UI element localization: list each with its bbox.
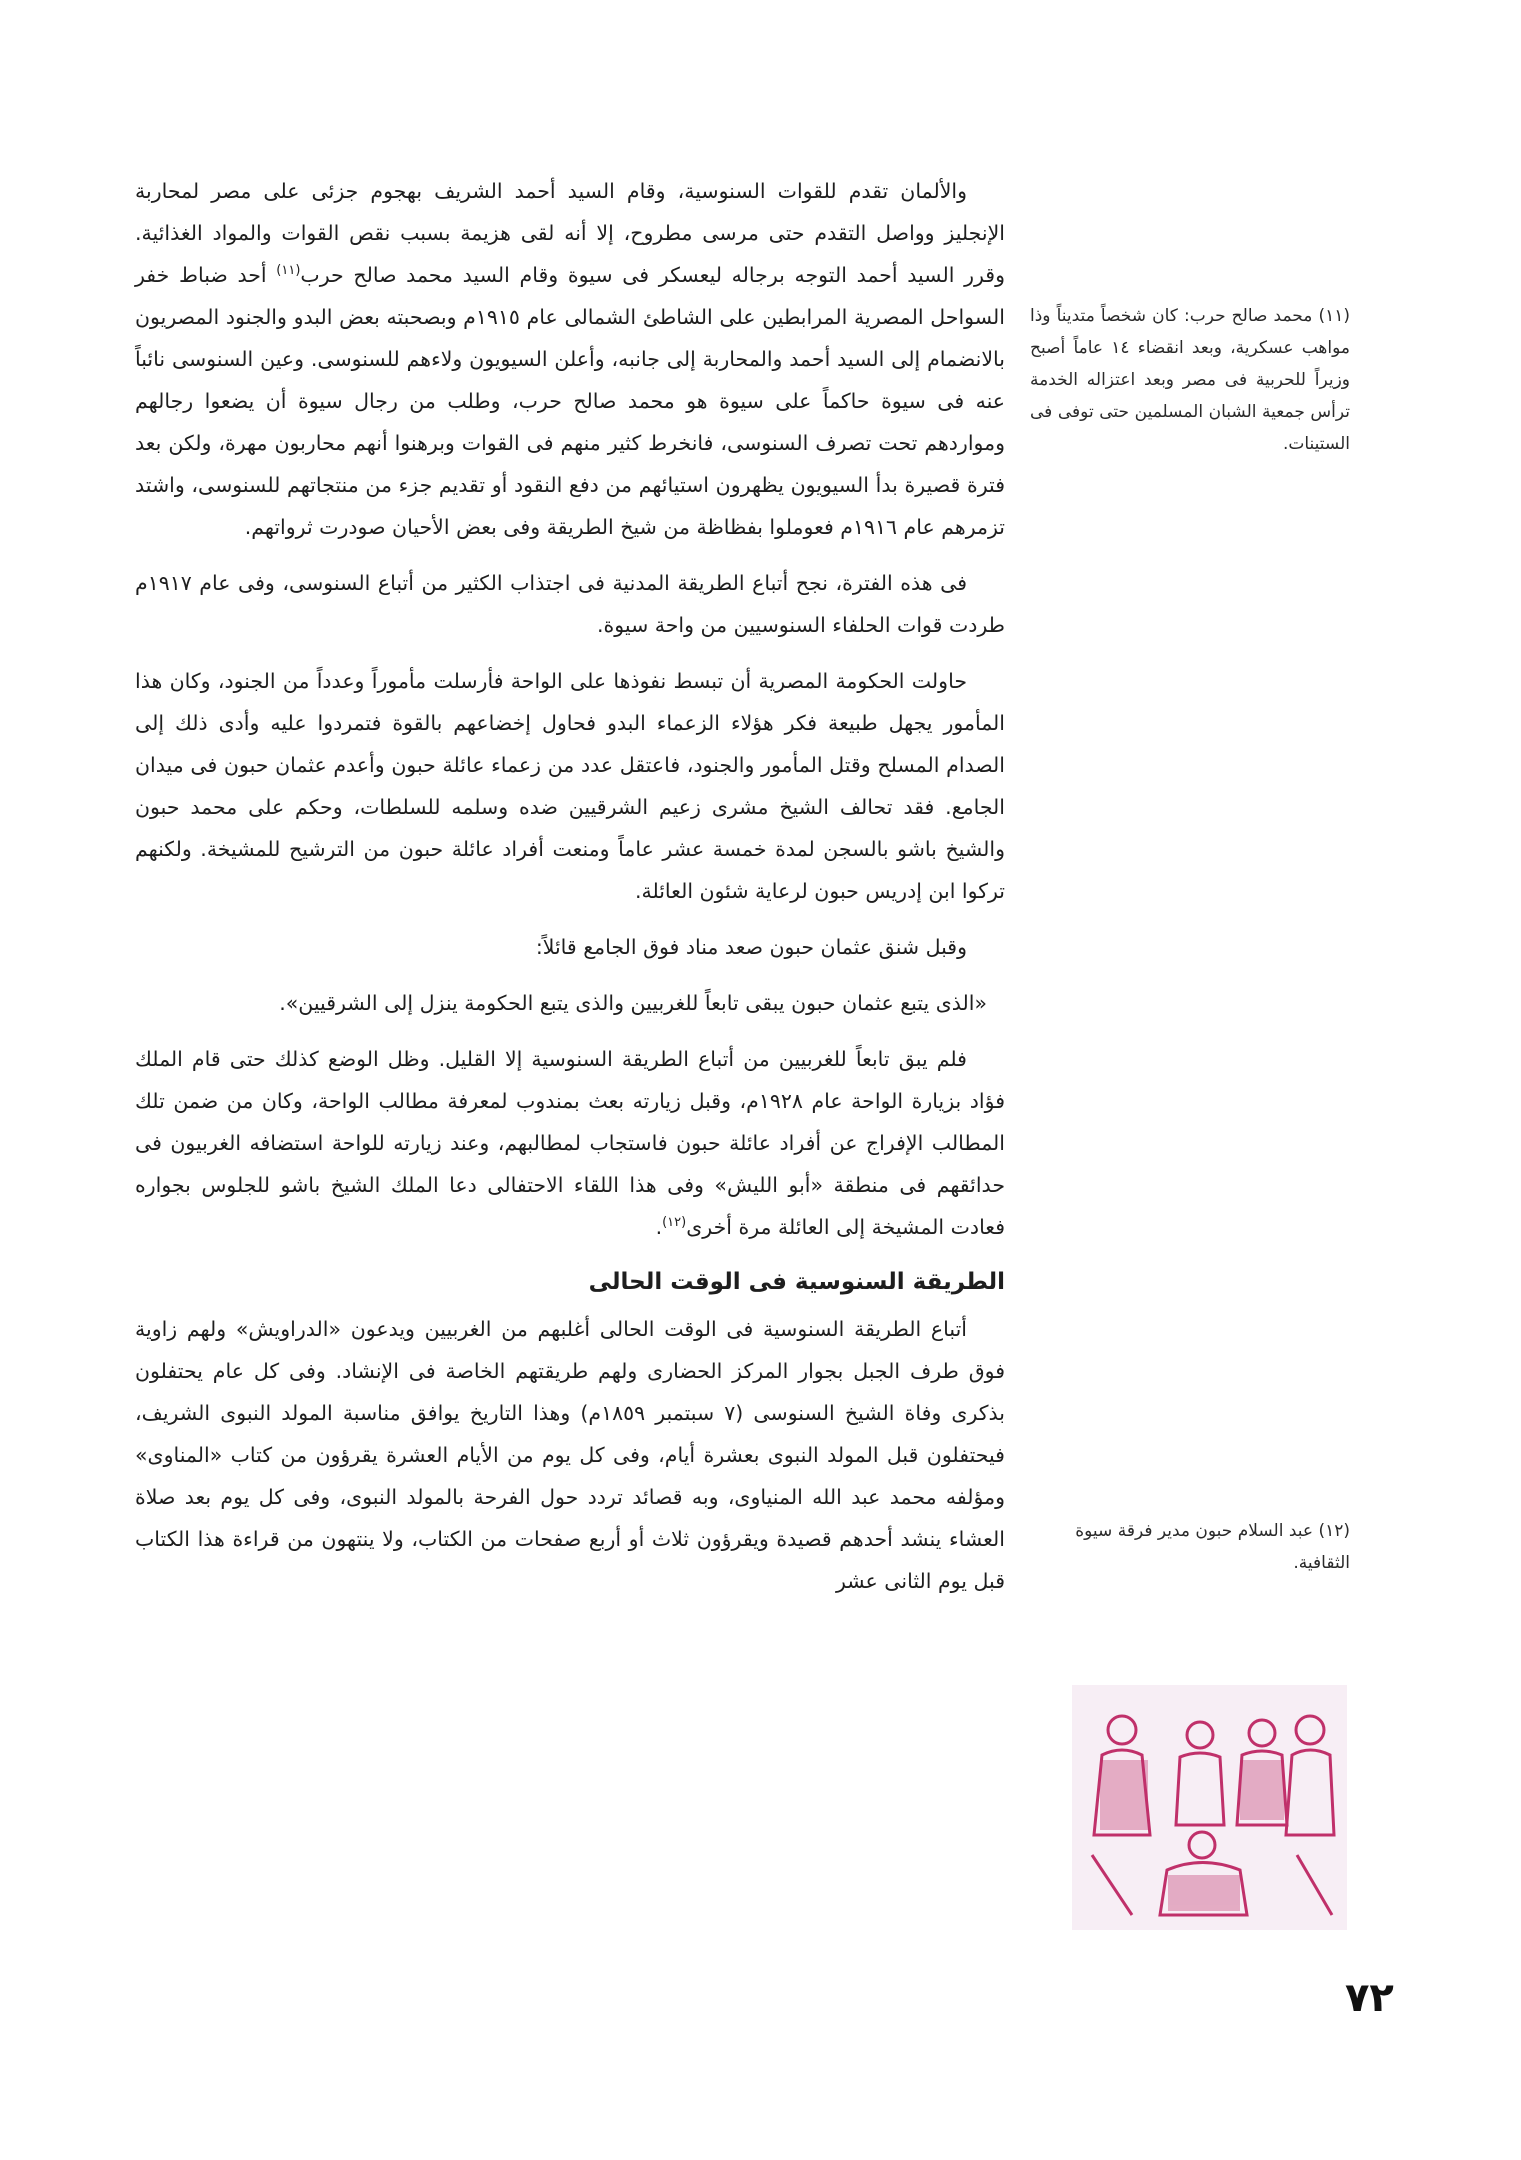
paragraph-6-end: . — [655, 1215, 663, 1239]
page-number: ٧٢ — [1345, 1975, 1394, 2021]
footnote-12: (١٢) عبد السلام حبون مدير فرقة سيوة الثقافية. — [1075, 1521, 1350, 1573]
paragraph-1 — [135, 170, 1005, 548]
main-text-column — [135, 170, 1005, 1616]
paragraph-1-rest: أحد ضباط خفر السواحل المصرية المرابطين على الشاطئ الشمالى عام ١٩١٥م وبصحبته بعض البدو والجنود المصريون بالانضمام إلى السيد أحمد والمحاربة إلى جانبه، وأعلن السيويون ولاءهم للسنوسى. وعين السنوسى نائباً عنه فى سيوة حاكماً على سيوة هو محمد صالح حرب، وطلب من رجال سيوة أن يضعوا رجالهم ومواردهم تحت تصرف السنوسى، فانخرط كثير منهم فى القوات وبرهنوا أنهم محاربون مهرة، ولكن بعد فترة قصيرة بدأ السيويون يظهرون استيائهم من دفع النقود أو تقديم جزء من منتجاتهم للسنوسى، واشتد تزمرهم عام ١٩١٦م فعوملوا بفظاظة من شيخ الطريقة وفى بعض الأحيان صودرت ثرواتهم. — [135, 263, 1005, 539]
section-heading: الطريقة السنوسية فى الوقت الحالى — [588, 1269, 1005, 1295]
paragraph-6-text: فلم يبق تابعاً للغربيين من أتباع الطريقة السنوسية إلا القليل. وظل الوضع كذلك حتى قام الملك فؤاد بزيارة الواحة عام ١٩٢٨م، وقبل زيارته بعث بمندوب لمعرفة مطالب الواحة، وكان من ضمن تلك المطالب الإفراج عن أفراد عائلة حبون فاستجاب لمطالبهم، وعند زيارته للواحة استضافه الغربيون فى حدائقهم فى منطقة «أبو الليش» وفى هذا اللقاء الاحتفالى دعا الملك الشيخ باشو للجلوس بجواره فعادت المشيخة إلى العائلة مرة أخرى — [135, 1047, 1005, 1239]
photo-illustration — [1072, 1685, 1347, 1930]
paragraph-2: فى هذه الفترة، نجح أتباع الطريقة المدنية فى اجتذاب الكثير من أتباع السنوسى، وفى عام ١٩١٧م طردت قوات الحلفاء السنوسيين من واحة سيوة. — [135, 571, 1005, 637]
paragraph-6 — [135, 1038, 1005, 1248]
footnote-ref-11[interactable]: (١١) — [276, 263, 301, 279]
paragraph-3: حاولت الحكومة المصرية أن تبسط نفوذها على الواحة فأرسلت مأموراً وعدداً من الجنود، وكان هذا المأمور يجهل طبيعة فكر هؤلاء الزعماء البدو فحاول إخضاعهم بالقوة فتمردوا عليه وأدى ذلك إلى الصدام المسلح وقتل المأمور والجنود، فاعتقل عدد من زعماء عائلة حبون وأعدم عثمان حبون فى ميدان الجامع. فقد تحالف الشيخ مشرى زعيم الشرقيين ضده وسلمه للسلطات، وحكم على محمد حبون والشيخ باشو بالسجن لمدة خمسة عشر عاماً ومنعت أفراد عائلة حبون من الترشيح للمشيخة. ولكنهم تركوا ابن إدريس حبون لرعاية شئون العائلة. — [135, 669, 1005, 903]
paragraph-1-text: والألمان تقدم للقوات السنوسية، وقام السيد أحمد الشريف بهجوم جزئى على مصر لمحاربة الإنجليز وواصل التقدم حتى مرسى مطروح، إلا أنه لقى هزيمة بسبب نقص القوات والمواد الغذائية. وقرر السيد أحمد التوجه برجاله ليعسكر فى سيوة وقام السيد محمد صالح حرب — [135, 179, 1005, 287]
footnote-11: (١١) محمد صالح حرب: كان شخصاً متديناً وذا مواهب عسكرية، وبعد انقضاء ١٤ عاماً أصبح وزيراً للحربية فى مصر وبعد اعتزاله الخدمة ترأس جمعية الشبان المسلمين حتى توفى فى الستينات. — [1030, 306, 1350, 454]
footnote-ref-12[interactable]: (١٢) — [662, 1215, 687, 1231]
quote: «الذى يتبع عثمان حبون يبقى تابعاً للغربيين والذى يتبع الحكومة ينزل إلى الشرقيين». — [279, 991, 987, 1015]
group-photo — [1072, 1685, 1347, 1930]
paragraph-4: وقبل شنق عثمان حبون صعد مناد فوق الجامع قائلاً: — [535, 935, 967, 959]
paragraph-7: أتباع الطريقة السنوسية فى الوقت الحالى أغلبهم من الغربيين ويدعون «الدراويش» ولهم زاوية فوق طرف الجبل بجوار المركز الحضارى ولهم طريقتهم الخاصة فى الإنشاد. وفى كل عام يحتفلون بذكرى وفاة الشيخ السنوسى (٧ سبتمبر ١٨٥٩م) وهذا التاريخ يوافق مناسبة المولد النبوى الشريف، فيحتفلون قبل المولد النبوى بعشرة أيام، وفى كل يوم من الأيام العشرة يقرؤون من كتاب «المناوى» ومؤلفه محمد عبد الله المنياوى، وبه قصائد تردد حول الفرحة بالمولد النبوى، وفى كل يوم بعد صلاة العشاء ينشد أحدهم قصيدة ويقرؤون ثلاث أو أربع صفحات من الكتاب، ولا ينتهون من قراءة هذا الكتاب قبل يوم الثانى عشر — [135, 1317, 1006, 1593]
